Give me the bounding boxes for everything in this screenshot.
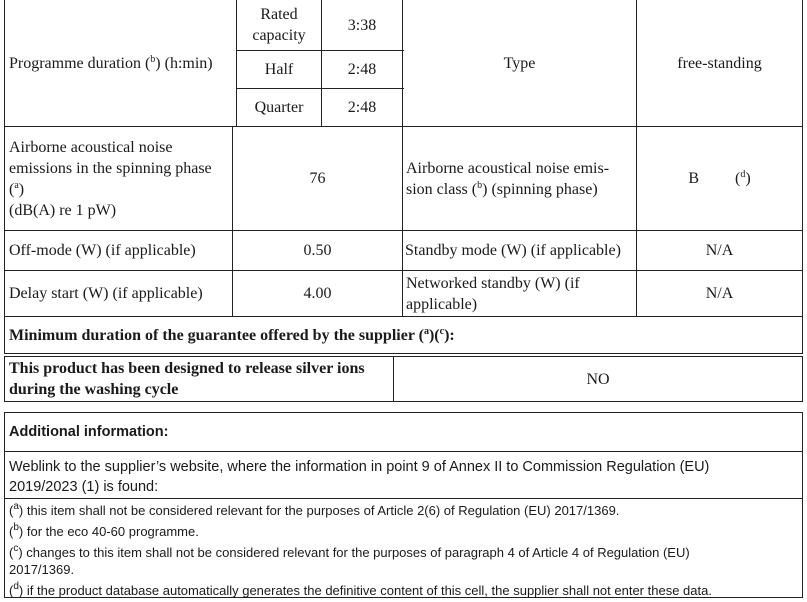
silver-ions-label: This product has been designed to release silver ions during the washing cycle bbox=[9, 360, 365, 398]
noise-class-value: B ($^d$) bbox=[688, 169, 751, 187]
guarantee-label: Minimum duration of the guarantee offered by the supplier ($^a$)($^c$): bbox=[9, 325, 455, 344]
additional-info-heading: Additional information: bbox=[9, 424, 169, 440]
duration-load-rated: Rated capacity bbox=[252, 6, 306, 44]
footnote-ref-b: b bbox=[477, 179, 483, 191]
networked-standby-label: Networked standby (W) (if applicable) bbox=[406, 274, 580, 313]
footnote-ref-b: b bbox=[150, 54, 156, 65]
footnote-ref-a: a bbox=[423, 325, 429, 337]
footnote-b: ($^b$) for the eco 40-60 programme. bbox=[9, 522, 199, 539]
delay-start-value: 4.00 bbox=[303, 285, 332, 302]
duration-value-quarter: 2:48 bbox=[347, 99, 377, 116]
type-label: Type bbox=[503, 55, 536, 72]
noise-emissions-label: Airborne acoustical noise emissions in the spinning phase ($^a$) (dB(A) re 1 pW) bbox=[9, 138, 212, 219]
footnote-a: ($^a$) this item shall not be considered relevant for the purposes of Article 2(6) of Regulation (EU) 2017/1369. bbox=[9, 501, 620, 518]
weblink-text: Weblink to the supplier’s website, where the information in point 9 of Annex II to Commission Regulation (EU) 2019/2023 (1) is found: bbox=[9, 459, 710, 495]
duration-load-half: Half bbox=[264, 61, 294, 78]
footnote-d: ($^d$) if the product database automatically generates the definitive content of this cell, the supplier shall not enter these data. bbox=[9, 581, 712, 598]
delay-start-label: Delay start (W) (if applicable) bbox=[9, 285, 203, 302]
type-value: free-standing bbox=[677, 55, 762, 72]
off-mode-value: 0.50 bbox=[303, 242, 332, 259]
footnote-ref-d: d bbox=[740, 169, 746, 180]
footnotes bbox=[9, 502, 801, 599]
duration-value-rated: 3:38 bbox=[347, 16, 377, 34]
duration-load-quarter: Quarter bbox=[254, 99, 304, 116]
duration-value-half: 2:48 bbox=[347, 61, 377, 78]
standby-mode-label: Standby mode (W) (if applicable) bbox=[405, 242, 621, 259]
off-mode-label: Off-mode (W) (if applicable) bbox=[9, 242, 196, 259]
standby-mode-value: N/A bbox=[705, 242, 734, 259]
noise-class-label: Airborne acoustical noise emis- sion class ($^b$) (spinning phase) bbox=[406, 159, 610, 198]
networked-standby-value: N/A bbox=[705, 285, 734, 302]
footnote-ref-a: a bbox=[14, 179, 19, 191]
programme-duration-label: Programme duration ($^b$) (h:min) bbox=[9, 54, 213, 72]
silver-ions-value: NO bbox=[586, 370, 610, 388]
footnote-ref-c: c bbox=[439, 325, 445, 337]
footnote-c: ($^c$) changes to this item shall not be considered relevant for the purposes of paragraph 4 of Article 4 of Regulation (EU) 2017/1369. bbox=[9, 543, 690, 577]
noise-emissions-value: 76 bbox=[309, 170, 326, 187]
